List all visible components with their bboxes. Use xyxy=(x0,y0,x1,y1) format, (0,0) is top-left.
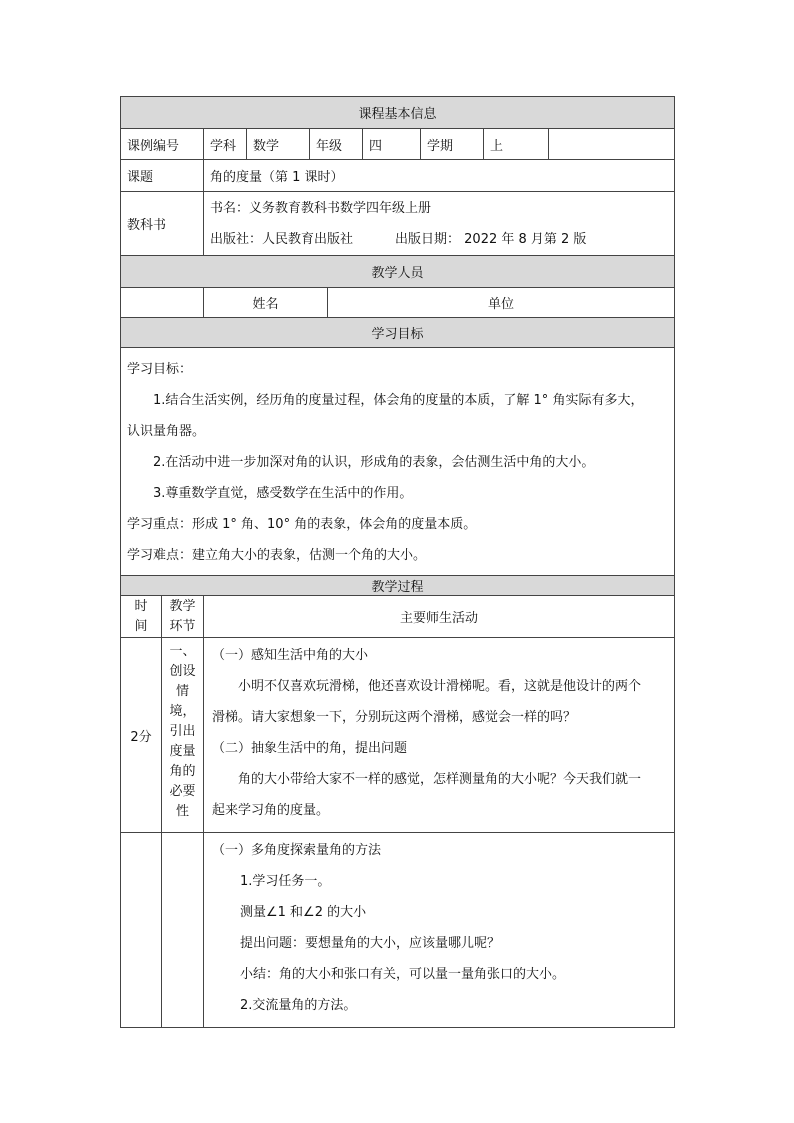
goal-3: 3.尊重数学直觉，感受数学在生活中的作用。 xyxy=(153,486,413,501)
row2-section-1: （一）多角度探索量角的方法 xyxy=(212,843,382,858)
label-grade: 年级 xyxy=(310,129,363,160)
value-grade: 四 xyxy=(363,129,421,160)
row2-line-5: 2.交流量角的方法。 xyxy=(240,998,357,1013)
textbook-publish-date: 出版日期： 2022 年 8 月第 2 版 xyxy=(395,231,587,247)
section-header-goals: 学习目标 xyxy=(121,318,675,348)
label-topic: 课题 xyxy=(121,160,204,192)
stage-line: 一、 xyxy=(169,644,196,659)
staff-blank-cell xyxy=(121,288,204,318)
stage-line: 必要 xyxy=(169,784,196,799)
textbook-publisher: 出版社：人民教育出版社 xyxy=(210,231,354,247)
row2-line-4: 小结：角的大小和张口有关，可以量一量角张口的大小。 xyxy=(240,967,566,982)
textbook-publish-line xyxy=(210,224,668,255)
process-row1-stage xyxy=(162,638,204,833)
process-row1-activity xyxy=(204,638,675,833)
stage-line: 引出 xyxy=(169,724,196,739)
value-topic: 角的度量（第 1 课时） xyxy=(204,160,675,192)
row1-section-1: （一）感知生活中角的大小 xyxy=(212,648,369,663)
staff-col-name: 姓名 xyxy=(204,288,328,318)
goal-2: 2.在活动中进一步加深对角的认识，形成角的表象，会估测生活中角的大小。 xyxy=(153,455,595,470)
process-col-stage xyxy=(162,596,204,638)
row2-line-3: 提出问题：要想量角的大小，应该量哪儿呢？ xyxy=(240,936,501,951)
process-col-stage-2: 环节 xyxy=(169,618,196,634)
row1-para-1-line-1: 小明不仅喜欢玩滑梯，他还喜欢设计滑梯呢。看，这就是他设计的两个 xyxy=(238,679,642,694)
stage-line: 角的 xyxy=(169,764,196,779)
process-col-activity: 主要师生活动 xyxy=(204,596,675,638)
lesson-plan-table xyxy=(120,96,675,1028)
section-header-basic-info: 课程基本信息 xyxy=(121,97,675,129)
row1-para-2-line-1: 角的大小带给大家不一样的感觉，怎样测量角的大小呢？今天我们就一 xyxy=(238,772,642,787)
value-course-id xyxy=(549,129,675,160)
label-textbook: 教科书 xyxy=(121,192,204,256)
row2-line-2: 测量∠1 和∠2 的大小 xyxy=(240,905,367,920)
textbook-info xyxy=(204,192,675,256)
label-course-id: 课例编号 xyxy=(121,129,204,160)
stage-line: 境， xyxy=(169,704,196,719)
process-row2-activity xyxy=(204,833,675,1028)
goal-1-line-2: 认识量角器。 xyxy=(127,424,206,439)
process-row2-stage xyxy=(162,833,204,1028)
row2-line-1: 1.学习任务一。 xyxy=(240,874,331,889)
stage-line: 创设 xyxy=(169,664,196,679)
goals-content xyxy=(121,348,675,576)
label-subject: 学科 xyxy=(204,129,247,160)
row1-para-2-line-2: 起来学习角的度量。 xyxy=(212,803,330,818)
value-subject: 数学 xyxy=(247,129,310,160)
process-row2-time xyxy=(121,833,162,1028)
section-header-process: 教学过程 xyxy=(121,576,675,596)
value-term: 上 xyxy=(484,129,549,160)
row1-para-1-line-2: 滑梯。请大家想象一下，分别玩这两个滑梯，感觉会一样的吗？ xyxy=(212,710,577,725)
key-point: 学习重点：形成 1° 角、10° 角的表象，体会角的度量本质。 xyxy=(127,517,477,532)
difficult-point: 学习难点：建立角大小的表象，估测一个角的大小。 xyxy=(127,548,427,563)
goals-title: 学习目标： xyxy=(127,362,193,377)
row1-section-2: （二）抽象生活中的角，提出问题 xyxy=(212,741,408,756)
stage-line: 情 xyxy=(175,684,189,699)
process-col-time-1: 时 xyxy=(134,598,148,614)
textbook-name: 书名：义务教育教科书数学四年级上册 xyxy=(210,200,432,216)
process-row1-time: 2分 xyxy=(121,638,162,833)
stage-line: 度量 xyxy=(169,744,196,759)
process-col-time-2: 间 xyxy=(134,618,148,634)
section-header-staff: 教学人员 xyxy=(121,256,675,288)
staff-col-unit: 单位 xyxy=(328,288,675,318)
stage-line: 性 xyxy=(175,804,189,819)
process-col-time xyxy=(121,596,162,638)
process-col-stage-1: 教学 xyxy=(169,598,196,614)
goal-1-line-1: 1.结合生活实例，经历角的度量过程，体会角的度量的本质，了解 1° 角实际有多大， xyxy=(153,393,644,408)
label-term: 学期 xyxy=(421,129,484,160)
